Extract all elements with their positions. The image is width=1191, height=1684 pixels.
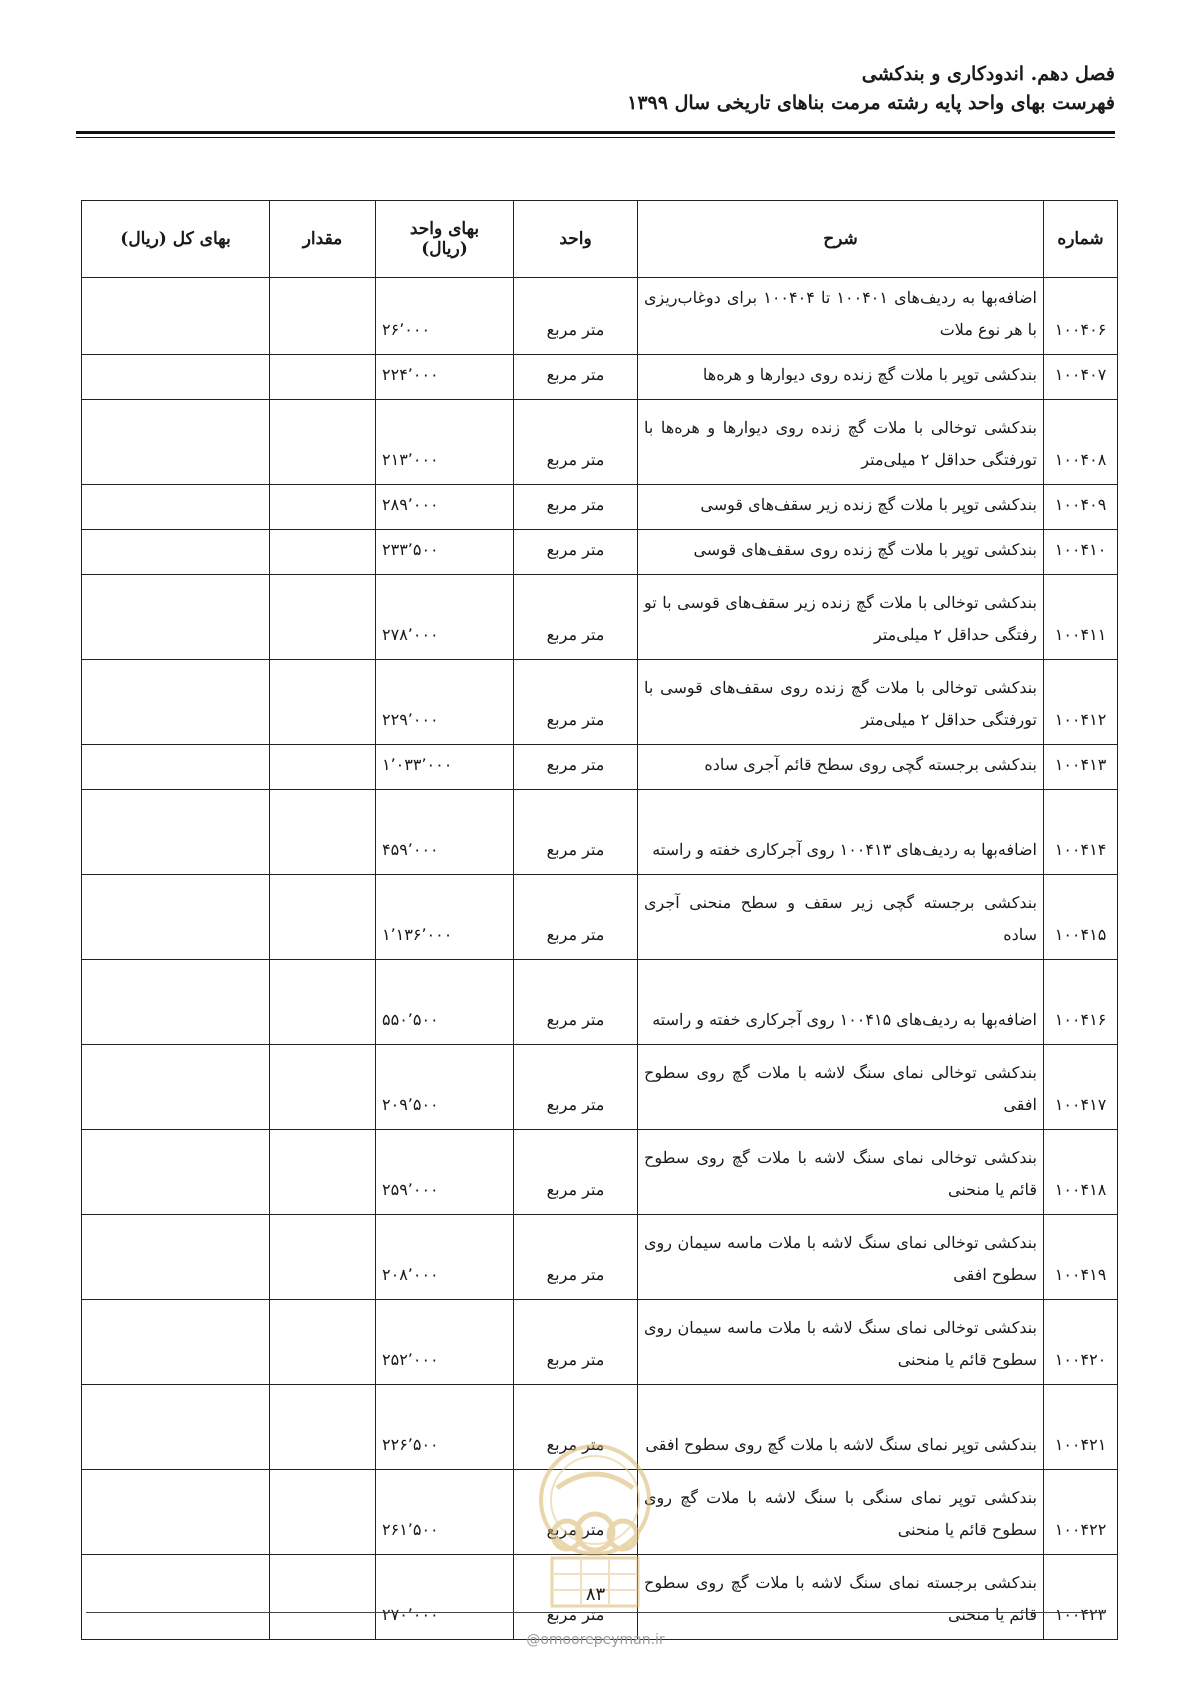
item-quantity — [270, 960, 376, 1045]
item-quantity — [270, 1470, 376, 1555]
item-description: بندکشی توخالی نمای سنگ لاشه با ملات ماسه سیمان روی سطوح قائم یا منحنی — [638, 1300, 1044, 1385]
table-row — [82, 745, 1118, 790]
item-total — [82, 875, 270, 960]
item-unit-price: ۱٬۱۳۶٬۰۰۰ — [376, 875, 514, 960]
item-unit: متر مربع — [514, 1215, 638, 1300]
item-code: ۱۰۰۴۲۰ — [1044, 1300, 1118, 1385]
item-total — [82, 1215, 270, 1300]
item-description: بندکشی توخالی با ملات گچ زنده زیر سقف‌های قوسی با تو رفتگی حداقل ۲ میلی‌متر — [638, 575, 1044, 660]
item-total — [82, 1045, 270, 1130]
item-unit-price: ۲۰۹٬۵۰۰ — [376, 1045, 514, 1130]
item-code: ۱۰۰۴۱۴ — [1044, 790, 1118, 875]
item-description: بندکشی توپر نمای سنگی با سنگ لاشه با ملات گچ روی سطوح قائم یا منحنی — [638, 1470, 1044, 1555]
item-total — [82, 960, 270, 1045]
column-header-description: شرح — [638, 201, 1044, 278]
item-unit: متر مربع — [514, 660, 638, 745]
item-unit: متر مربع — [514, 790, 638, 875]
item-unit-price: ۴۵۹٬۰۰۰ — [376, 790, 514, 875]
item-unit-price: ۲۳۳٬۵۰۰ — [376, 530, 514, 575]
column-header-unit: واحد — [514, 201, 638, 278]
item-total — [82, 790, 270, 875]
item-unit-price: ۲۶۱٬۵۰۰ — [376, 1470, 514, 1555]
column-header-quantity: مقدار — [270, 201, 376, 278]
item-quantity — [270, 575, 376, 660]
item-unit: متر مربع — [514, 875, 638, 960]
column-header-unit-price — [376, 201, 514, 278]
item-total — [82, 530, 270, 575]
item-description: بندکشی برجسته نمای سنگ لاشه با ملات گچ روی سطوح قائم یا منحنی — [638, 1555, 1044, 1640]
item-quantity — [270, 660, 376, 745]
watermark-text: @omoorepeyman.ir — [526, 1632, 665, 1648]
table-row — [82, 1385, 1118, 1470]
item-unit: متر مربع — [514, 1045, 638, 1130]
item-unit: متر مربع — [514, 1385, 638, 1470]
item-quantity — [270, 1130, 376, 1215]
item-unit: متر مربع — [514, 575, 638, 660]
item-unit-price: ۲۷۰٬۰۰۰ — [376, 1555, 514, 1640]
item-total — [82, 660, 270, 745]
item-unit: متر مربع — [514, 1555, 638, 1640]
item-quantity — [270, 1300, 376, 1385]
item-unit-price: ۲۸۹٬۰۰۰ — [376, 485, 514, 530]
item-code: ۱۰۰۴۱۱ — [1044, 575, 1118, 660]
item-unit: متر مربع — [514, 960, 638, 1045]
table-header-row — [82, 201, 1118, 278]
item-description: بندکشی توپر نمای سنگ لاشه با ملات گچ روی سطوح افقی — [638, 1385, 1044, 1470]
item-description: بندکشی برجسته گچی روی سطح قائم آجری ساده — [638, 745, 1044, 790]
item-unit: متر مربع — [514, 1300, 638, 1385]
table-row — [82, 1300, 1118, 1385]
table-row — [82, 575, 1118, 660]
item-total — [82, 355, 270, 400]
table-row — [82, 790, 1118, 875]
item-total — [82, 1130, 270, 1215]
item-total — [82, 400, 270, 485]
item-quantity — [270, 1215, 376, 1300]
item-description: بندکشی توخالی با ملات گچ زنده روی سقف‌های قوسی با تورفتگی حداقل ۲ میلی‌متر — [638, 660, 1044, 745]
item-code: ۱۰۰۴۲۲ — [1044, 1470, 1118, 1555]
item-unit-price: ۱٬۰۳۳٬۰۰۰ — [376, 745, 514, 790]
item-unit-price: ۲۵۲٬۰۰۰ — [376, 1300, 514, 1385]
table-row — [82, 1045, 1118, 1130]
item-unit: متر مربع — [514, 530, 638, 575]
item-code: ۱۰۰۴۰۸ — [1044, 400, 1118, 485]
header-rule-thick — [76, 131, 1115, 134]
item-code: ۱۰۰۴۰۷ — [1044, 355, 1118, 400]
item-unit-price: ۲۰۸٬۰۰۰ — [376, 1215, 514, 1300]
item-unit-price: ۵۵۰٬۵۰۰ — [376, 960, 514, 1045]
item-unit: متر مربع — [514, 278, 638, 355]
item-description: اضافه‌بها به ردیف‌های ۱۰۰۴۰۱ تا ۱۰۰۴۰۴ برای دوغاب‌ریزی با هر نوع ملات — [638, 278, 1044, 355]
item-quantity — [270, 278, 376, 355]
unit-price-currency: (ریال) — [421, 239, 468, 259]
item-quantity — [270, 745, 376, 790]
table-row — [82, 1130, 1118, 1215]
table-row — [82, 960, 1118, 1045]
item-description: اضافه‌بها به ردیف‌های ۱۰۰۴۱۳ روی آجرکاری خفته و راسته — [638, 790, 1044, 875]
table-row — [82, 355, 1118, 400]
item-description: بندکشی توخالی نمای سنگ لاشه با ملات ماسه سیمان روی سطوح افقی — [638, 1215, 1044, 1300]
table-row — [82, 400, 1118, 485]
item-quantity — [270, 485, 376, 530]
item-code: ۱۰۰۴۰۹ — [1044, 485, 1118, 530]
header-rule-thin — [76, 137, 1115, 138]
item-code: ۱۰۰۴۱۸ — [1044, 1130, 1118, 1215]
item-unit: متر مربع — [514, 1470, 638, 1555]
item-unit-price: ۲۲۹٬۰۰۰ — [376, 660, 514, 745]
item-unit-price: ۲۷۸٬۰۰۰ — [376, 575, 514, 660]
item-description: بندکشی توخالی نمای سنگ لاشه با ملات گچ روی سطوح قائم یا منحنی — [638, 1130, 1044, 1215]
item-code: ۱۰۰۴۱۹ — [1044, 1215, 1118, 1300]
item-quantity — [270, 530, 376, 575]
item-code: ۱۰۰۴۲۱ — [1044, 1385, 1118, 1470]
page-number: ۸۳ — [585, 1584, 606, 1605]
table-row — [82, 1215, 1118, 1300]
item-code: ۱۰۰۴۱۷ — [1044, 1045, 1118, 1130]
table-body — [82, 278, 1118, 1640]
item-total — [82, 1470, 270, 1555]
item-unit: متر مربع — [514, 745, 638, 790]
item-total — [82, 745, 270, 790]
item-description: بندکشی برجسته گچی زیر سقف و سطح منحنی آجری ساده — [638, 875, 1044, 960]
table-row — [82, 530, 1118, 575]
item-quantity — [270, 355, 376, 400]
item-description: اضافه‌بها به ردیف‌های ۱۰۰۴۱۵ روی آجرکاری خفته و راسته — [638, 960, 1044, 1045]
item-unit: متر مربع — [514, 485, 638, 530]
item-code: ۱۰۰۴۱۳ — [1044, 745, 1118, 790]
item-code: ۱۰۰۴۲۳ — [1044, 1555, 1118, 1640]
column-header-code: شماره — [1044, 201, 1118, 278]
table-row — [82, 660, 1118, 745]
item-description: بندکشی توپر با ملات گچ زنده زیر سقف‌های قوسی — [638, 485, 1044, 530]
item-unit-price: ۲۱۳٬۰۰۰ — [376, 400, 514, 485]
item-unit: متر مربع — [514, 1130, 638, 1215]
page-header — [76, 60, 1115, 118]
document-subtitle: فهرست بهای واحد پایه رشته مرمت بناهای تاریخی سال ۱۳۹۹ — [627, 92, 1115, 114]
item-unit-price: ۲۵۹٬۰۰۰ — [376, 1130, 514, 1215]
item-code: ۱۰۰۴۱۲ — [1044, 660, 1118, 745]
item-unit: متر مربع — [514, 355, 638, 400]
item-quantity — [270, 400, 376, 485]
item-description: بندکشی توپر با ملات گچ زنده روی دیوارها و هره‌ها — [638, 355, 1044, 400]
item-quantity — [270, 790, 376, 875]
item-code: ۱۰۰۴۰۶ — [1044, 278, 1118, 355]
item-code: ۱۰۰۴۱۰ — [1044, 530, 1118, 575]
item-code: ۱۰۰۴۱۵ — [1044, 875, 1118, 960]
item-code: ۱۰۰۴۱۶ — [1044, 960, 1118, 1045]
item-total — [82, 485, 270, 530]
item-unit: متر مربع — [514, 400, 638, 485]
table-row — [82, 278, 1118, 355]
item-unit-price: ۲۲۴٬۰۰۰ — [376, 355, 514, 400]
item-quantity — [270, 875, 376, 960]
item-description: بندکشی توخالی نمای سنگ لاشه با ملات گچ روی سطوح افقی — [638, 1045, 1044, 1130]
item-total — [82, 575, 270, 660]
item-total — [82, 278, 270, 355]
item-unit-price: ۲۲۶٬۵۰۰ — [376, 1385, 514, 1470]
item-description: بندکشی توخالی با ملات گچ زنده روی دیوارها و هره‌ها با تورفتگی حداقل ۲ میلی‌متر — [638, 400, 1044, 485]
item-quantity — [270, 1045, 376, 1130]
table-row — [82, 1470, 1118, 1555]
table-row — [82, 875, 1118, 960]
chapter-title: فصل دهم. اندودکاری و بندکشی — [861, 63, 1115, 85]
table-row — [82, 485, 1118, 530]
item-total — [82, 1385, 270, 1470]
item-total — [82, 1300, 270, 1385]
footer-rule — [86, 1612, 1105, 1613]
price-list-table — [81, 200, 1118, 1640]
column-header-total: بهای کل (ریال) — [82, 201, 270, 278]
item-quantity — [270, 1385, 376, 1470]
item-description: بندکشی توپر با ملات گچ زنده روی سقف‌های قوسی — [638, 530, 1044, 575]
item-unit-price: ۲۶٬۰۰۰ — [376, 278, 514, 355]
unit-price-label: بهای واحد — [409, 219, 480, 239]
